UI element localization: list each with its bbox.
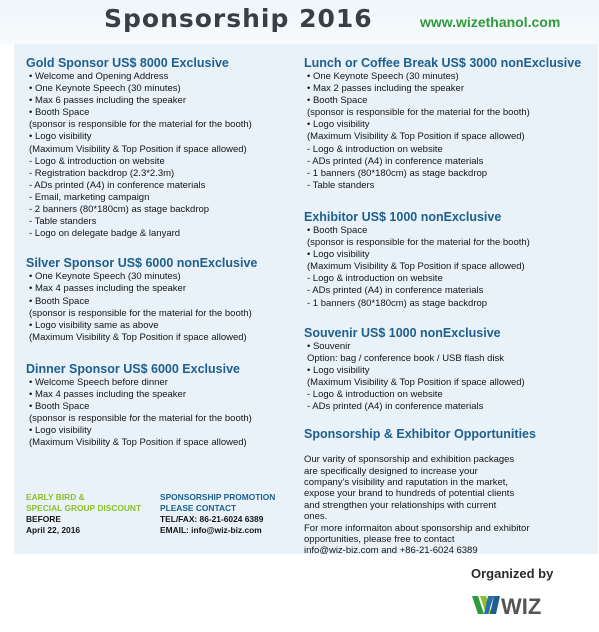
list-item: - ADs printed (A4) in conference materials [29,179,206,191]
list-item: - Logo & introduction on website [307,388,443,400]
promotion-line1: SPONSORSHIP PROMOTION [160,492,276,502]
opportunities-line: For more informaiton about sponsorship and exhibitor [304,522,530,534]
opportunities-line: are specifically designed to increase your [304,465,478,477]
list-item: - 1 banners (80*180cm) as stage backdrop [307,167,488,179]
section-gap [304,192,594,210]
list-item: - Logo & introduction on website [307,273,443,285]
right-column [304,56,594,557]
list-item: (sponsor is responsible for the material for the booth) [29,119,252,131]
section-gap [304,413,594,427]
list-item: - Logo & introduction on website [307,143,443,155]
page-title: Sponsorship 2016 [104,4,373,33]
list-item: - Logo & introduction on website [29,155,165,167]
opportunities-line: expose your brand to hundreds of potential clients [304,488,515,500]
early-bird-line2: SPECIAL GROUP DISCOUNT [26,503,142,513]
opportunities-line: info@wiz-biz.com and +86-21-6024 6389 [304,545,478,557]
list-item: - 2 banners (80*180cm) as stage backdrop [29,204,210,216]
early-bird-block [26,492,141,536]
list-item: • One Keynote Speech (30 minutes) [307,71,459,82]
opportunities-line: ones. [304,511,328,523]
list-item: • Welcome Speech before dinner [29,376,168,388]
list-item: • Logo visibility [307,249,370,261]
early-bird-line1: EARLY BIRD & [26,492,85,502]
list-item: (sponsor is responsible for the material for the booth) [307,107,530,119]
list-item: (sponsor is responsible for the material for the booth) [307,237,530,249]
promotion-block [160,492,275,536]
section-heading: Souvenir US$ 1000 nonExclusive [304,325,501,340]
list-item: Option: bag / conference book / USB flash disk [307,352,504,364]
list-item: • Max 4 passes including the speaker [29,388,186,400]
list-item: (sponsor is responsible for the material for the booth) [29,307,252,319]
section-gap [304,442,594,454]
list-item: • Logo visibility [307,119,370,131]
list-item: - Table standers [29,216,97,228]
promotion-line2: PLEASE CONTACT [160,503,237,513]
list-item: • Welcome and Opening Address [29,71,169,82]
opportunities-heading: Sponsorship & Exhibitor Opportunities [304,427,536,442]
list-item: • Souvenir [307,340,351,352]
list-item: • Booth Space [307,95,368,107]
section-heading: Dinner Sponsor US$ 6000 Exclusive [26,361,240,376]
early-bird-line4: April 22, 2016 [26,525,81,535]
opportunities-line: company's visibility and raputation in the market, [304,476,509,488]
list-item: - 1 banners (80*180cm) as stage backdrop [307,297,488,309]
opportunities-line: and strengthen your relationships with current [304,499,497,511]
list-item: • Logo visibility [307,364,370,376]
opportunities-line: Our varity of sponsorship and exhibition packages [304,454,515,466]
list-item: • Booth Space [29,295,90,307]
list-item: • Logo visibility [29,425,92,437]
section-heading: Exhibitor US$ 1000 nonExclusive [304,209,502,224]
logo-text: WIZ [501,594,542,619]
section-gap [304,310,594,326]
list-item: (Maximum Visibility & Top Position if space allowed) [29,437,247,449]
section-heading: Silver Sponsor US$ 6000 nonExclusive [26,256,258,271]
list-item: • Max 6 passes including the speaker [29,95,186,107]
website-link[interactable]: www.wizethanol.com [420,14,561,30]
organized-by-label: Organized by [471,566,554,581]
list-item: (Maximum Visibility & Top Position if space allowed) [307,261,525,273]
list-item: • One Keynote Speech (30 minutes) [29,83,181,95]
list-item: - Email, marketing campaign [29,191,150,203]
promotion-email[interactable]: EMAIL: info@wiz-biz.com [160,525,262,535]
list-item: (Maximum Visibility & Top Position if space allowed) [29,143,247,155]
list-item: • Booth Space [29,401,90,413]
section-gap [26,344,288,362]
left-column [26,56,288,449]
wiz-logo [470,590,550,620]
section-heading: Lunch or Coffee Break US$ 3000 nonExclusive [304,56,582,70]
list-item: • One Keynote Speech (30 minutes) [29,271,181,283]
list-item: (Maximum Visibility & Top Position if space allowed) [29,331,247,343]
section-heading: Gold Sponsor US$ 8000 Exclusive [26,56,229,70]
list-item: - ADs printed (A4) in conference materials [307,285,484,297]
list-item: - ADs printed (A4) in conference materials [307,401,484,413]
list-item: • Logo visibility [29,131,92,143]
opportunities-line: opportunities, please free to contact [304,534,455,545]
list-item: - Logo on delegate badge & lanyard [29,228,181,240]
list-item: (Maximum Visibility & Top Position if space allowed) [307,131,525,143]
list-item: (sponsor is responsible for the material for the booth) [29,413,252,425]
list-item: - Registration backdrop (2.3*2.3m) [29,167,175,179]
list-item: • Booth Space [307,224,368,236]
list-item: • Booth Space [29,107,90,119]
section-gap [26,240,288,256]
list-item: • Max 4 passes including the speaker [29,283,186,295]
list-item: - Table standers [307,179,375,191]
early-bird-line3: BEFORE [26,514,61,524]
promotion-tel: TEL/FAX: 86-21-6024 6389 [160,514,264,524]
list-item: • Max 2 passes including the speaker [307,83,464,95]
list-item: (Maximum Visibility & Top Position if space allowed) [307,376,525,388]
list-item: - ADs printed (A4) in conference materials [307,155,484,167]
list-item: • Logo visibility same as above [29,319,159,331]
